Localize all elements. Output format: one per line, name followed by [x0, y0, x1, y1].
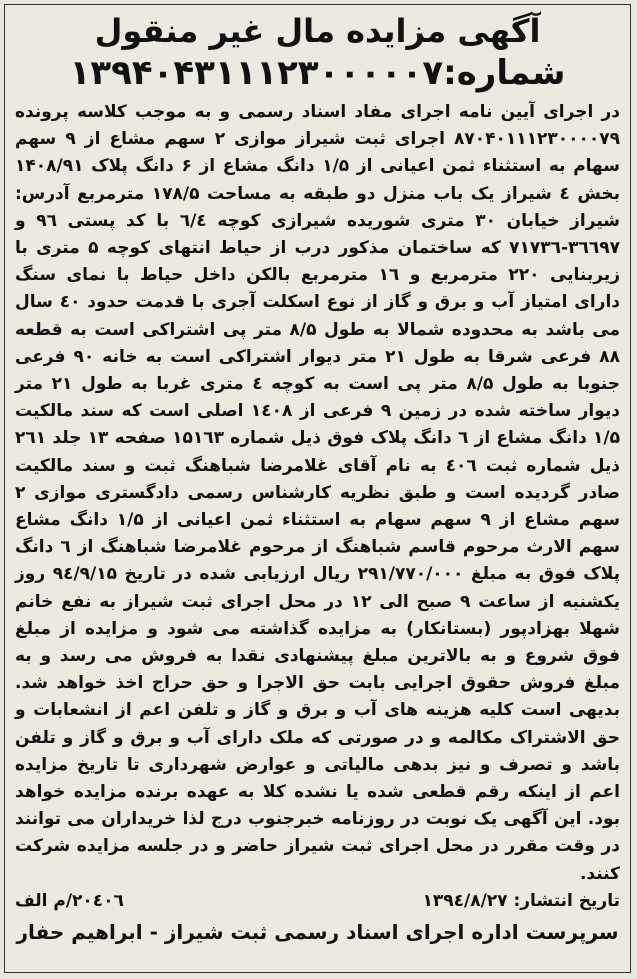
publish-date: تاریخ انتشار: ۱۳۹٤/۸/۲۷ — [422, 890, 620, 911]
publication-row — [15, 888, 620, 915]
notice-title: آگهی مزایده مال غیر منقول — [94, 12, 541, 50]
signature-line: سرپرست اداره اجرای اسناد رسمی ثبت شیراز - ابراهیم حفار — [16, 919, 619, 944]
notice-body: در اجرای آیین نامه اجرای مفاد اسناد رسمی و به موجب کلاسه پرونده ۸۷۰۴۰۱۱۱۲۳۰۰۰۰۷۹ اجرای ثبت شیراز موازی ۲ سهم مشاع از ۹ سهم سهام به استثناء ثمن اعیانی از ۱/۵ دانگ مشاع از ۶ دانگ پلاک ۱۴۰۸/۹۱ بخش ٤ شیراز یک باب منزل دو طبقه به مساحت ۱۷۸/۵ مترمربع آدرس: شیراز خیابان ۳۰ متری شوریده شیرازی کوچه ٦/٤ با کد پستی ۹٦ و ۳٦٦۹۷-۷۱۷۳٦ که ساختمان مذکور درب از حیاط انتهای کوچه ۵ متری با زیربنایی ۲۲۰ مترمربع و ۱٦ مترمربع بالکن داخل حیاط با نمای سنگ دارای امتیاز آب و برق و گاز از نوع اسکلت آجری با قدمت حدود ٤۰ سال می باشد به محدوده شمالا به طول ۸/۵ متر پی اشتراکی است به قطعه ۸۸ فرعی شرقا به طول ۲۱ متر دیوار اشتراکی است به خانه ۹۰ فرعی جنوبا به طول ۸/۵ متر پی است به کوچه ٤ متری غربا به طول ۲۱ متر دیوار ساخته شده در زمین ۹ فرعی از ۱٤۰۸ اصلی است که سند مالکیت ۱/۵ دانگ مشاع از ٦ دانگ پلاک فوق ذیل شماره ۱۵۱٦۳ صفحه ۱۳ جلد ۲٦۱ ذیل شماره ثبت ٤۰٦ به نام آقای غلامرضا شباهنگ ثبت و سند مالکیت صادر گردیده است و طبق نظریه کارشناس رسمی دادگستری موازی ۲ سهم مشاع از ۹ سهم سهام به استثناء ثمن اعیانی از ۱/۵ دانگ مشاع سهم الارث مرحوم قاسم شباهنگ از مرحوم غلامرضا شباهنگ از ٦ دانگ پلاک فوق به مبلغ ۲۹۱/۷۷۰/۰۰۰ ریال ارزیابی شده در تاریخ ۹٤/۹/۱۵ روز یکشنبه از ساعت ۹ صبح الی ۱۲ در محل اجرای ثبت شیراز به نفع خانم شهلا بهزادپور (بستانکار) به مزایده گذاشته می شود و مزایده از مبلغ فوق شروع و به بالاترین مبلغ پیشنهادی نقدا به فروش می رسد و به مبلغ فروش حقوق اجرایی بابت حق الاجرا و حق حراج اخذ خواهد شد. بدیهی است کلیه هزینه های آب و برق و گاز و تلفن اعم از انشعابات و حق الاشتراک مکالمه و در صورتی که ملک دارای آب و برق و گاز و تلفن باشد و تصرف و نیز بدهی مالیاتی و عوارض شهرداری تا تاریخ مزایده اعم از اینکه رقم قطعی شده یا نشده کلا به عهده برنده مزایده خواهد بود. این آگهی یک نوبت در روزنامه خبرجنوب درج لذا خریداران می توانند در وقت مقرر در محل اجرای ثبت شیراز حاضر و در جلسه مزایده شرکت کنند. — [15, 102, 621, 884]
notice-number: شماره:۱۳۹۴۰۴۳۱۱۱۲۳۰۰۰۰۰۷ — [69, 53, 566, 93]
ad-code: ۲۰٤۰٦/م الف — [15, 890, 124, 911]
notice-frame — [4, 4, 631, 973]
notice-content — [15, 11, 620, 966]
